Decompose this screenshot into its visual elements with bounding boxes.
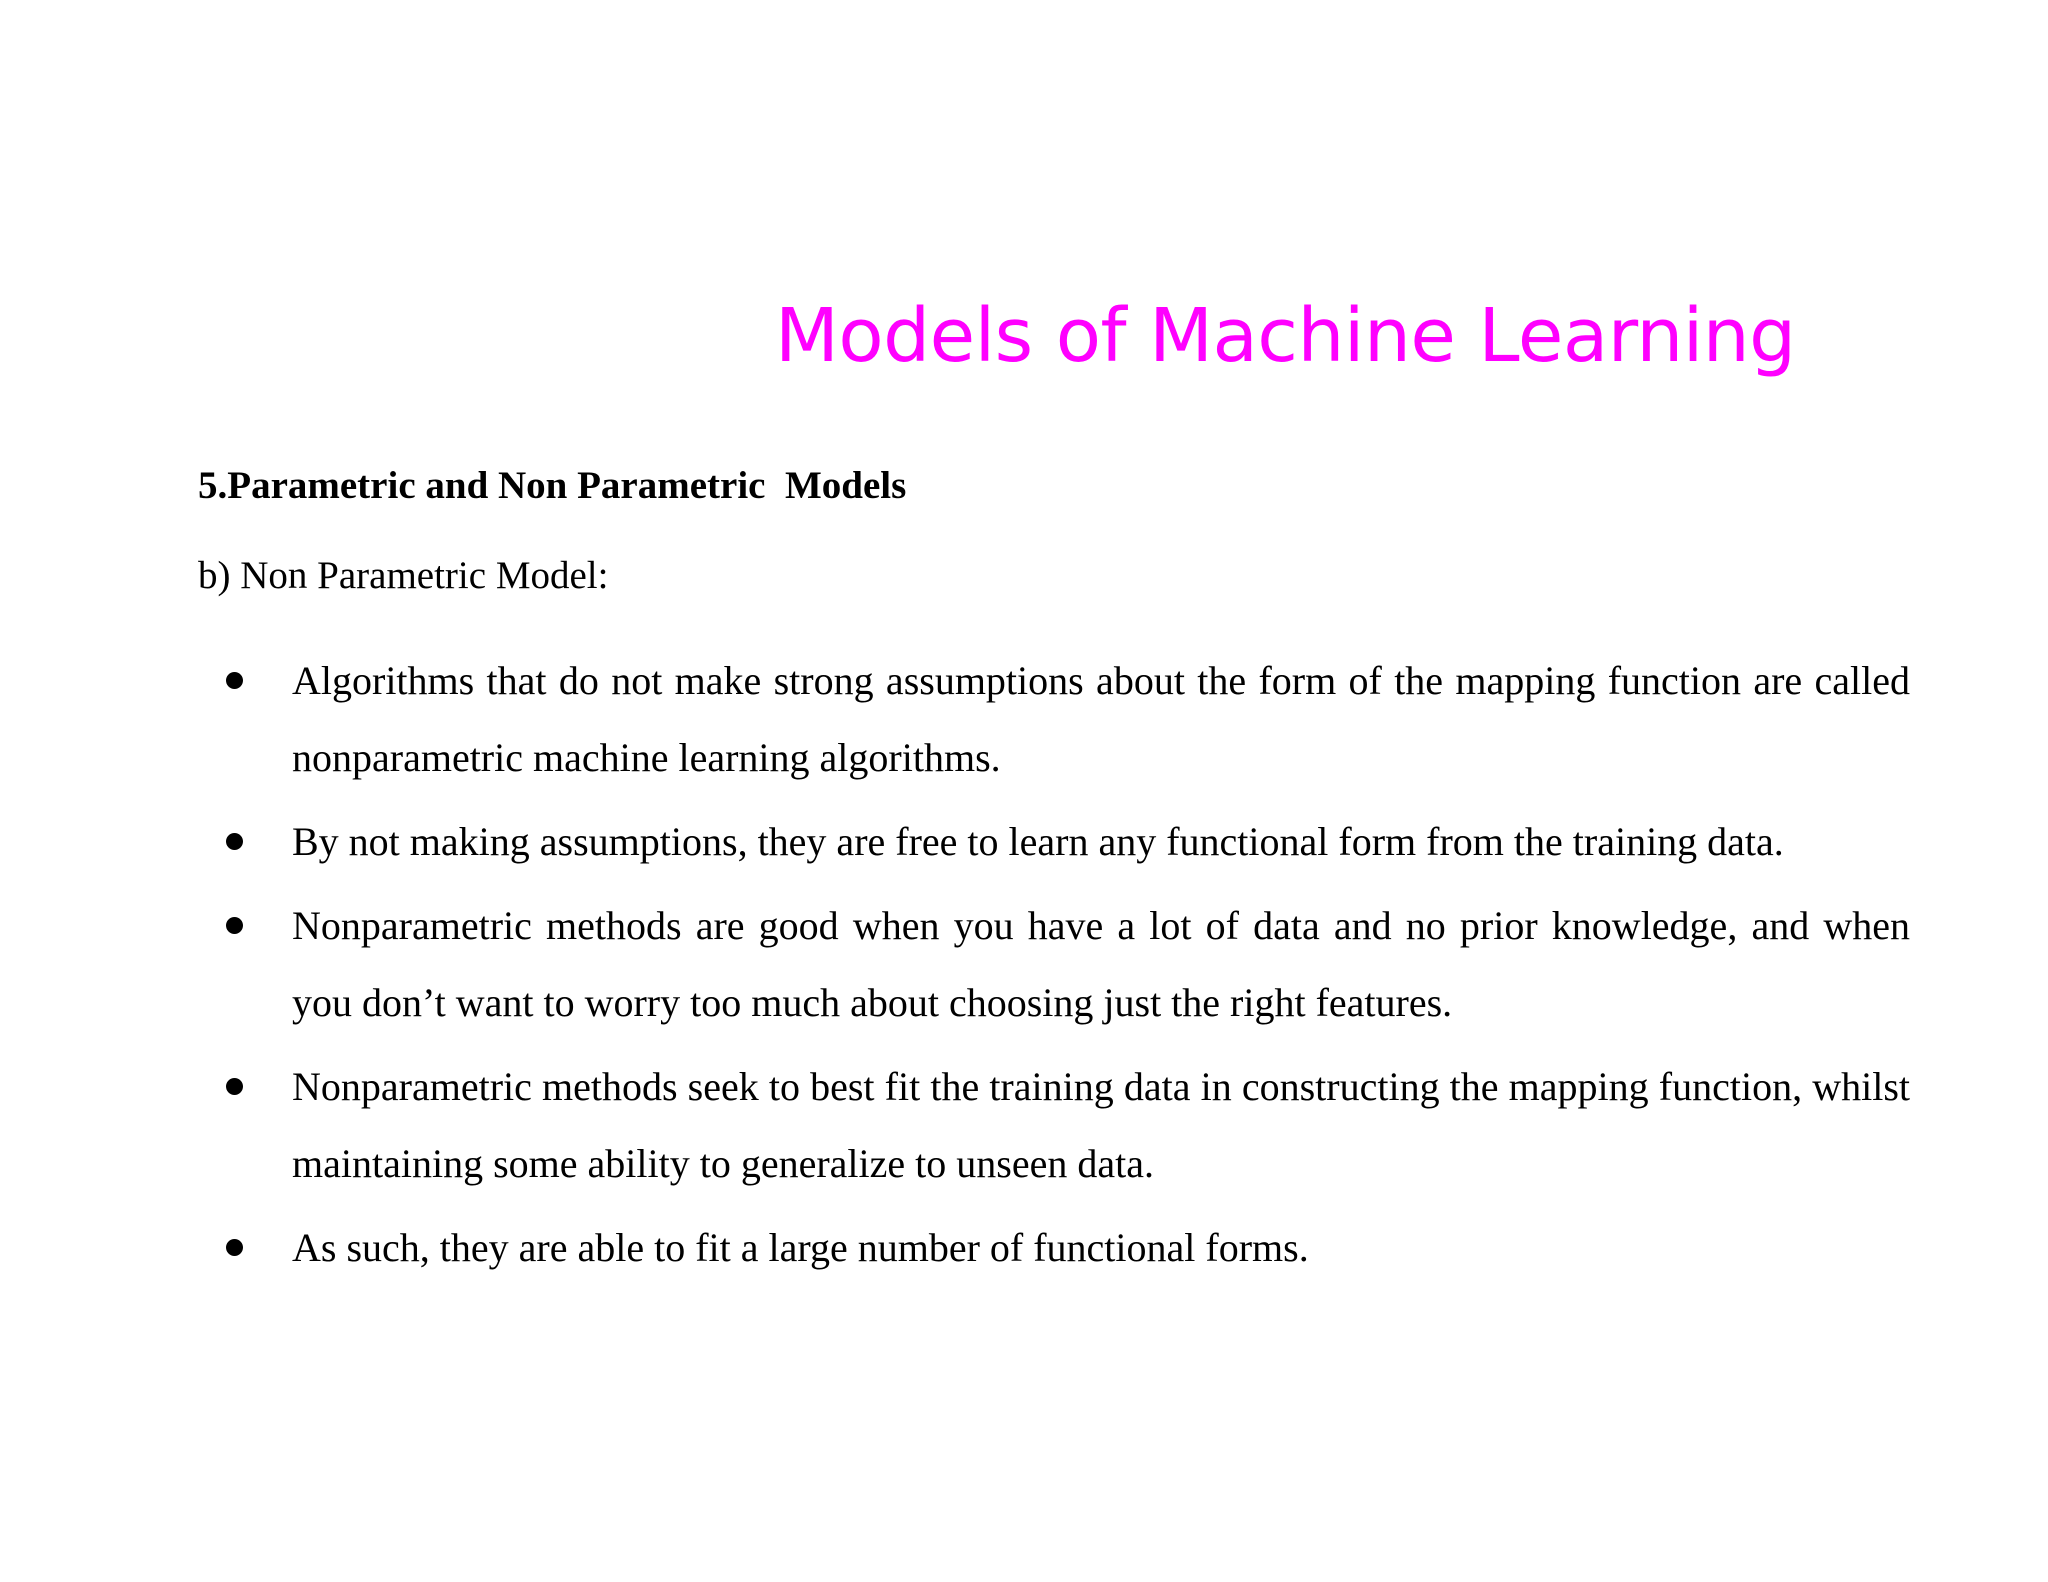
bullet-text: As such, they are able to fit a large number of functional forms. <box>292 1225 1309 1270</box>
section-heading: 5.Parametric and Non Parametric Models <box>198 464 907 507</box>
subheading: b) Non Parametric Model: <box>198 554 609 597</box>
bullet-list <box>198 642 1910 1293</box>
bullet-icon <box>226 1239 243 1256</box>
bullet-item <box>198 1048 1910 1202</box>
bullet-item <box>198 642 1910 796</box>
page-title: Models of Machine Learning <box>775 293 1796 379</box>
bullet-text: Nonparametric methods seek to best fit the training data in constructing the mapping function, whilst maintaining some ability to generalize to unseen data. <box>292 1064 1910 1186</box>
bullet-text: Algorithms that do not make strong assumptions about the form of the mapping function are called nonparametric machine learning algorithms. <box>292 658 1910 780</box>
bullet-icon <box>226 672 243 689</box>
bullet-icon <box>226 1078 243 1095</box>
bullet-icon <box>226 917 243 934</box>
bullet-item <box>198 803 1910 880</box>
bullet-text: Nonparametric methods are good when you have a lot of data and no prior knowledge, and when you don’t want to worry too much about choosing just the right features. <box>292 903 1910 1025</box>
bullet-item <box>198 887 1910 1041</box>
bullet-item <box>198 1209 1910 1286</box>
bullet-icon <box>226 833 243 850</box>
bullet-text: By not making assumptions, they are free to learn any functional form from the training data. <box>292 819 1784 864</box>
